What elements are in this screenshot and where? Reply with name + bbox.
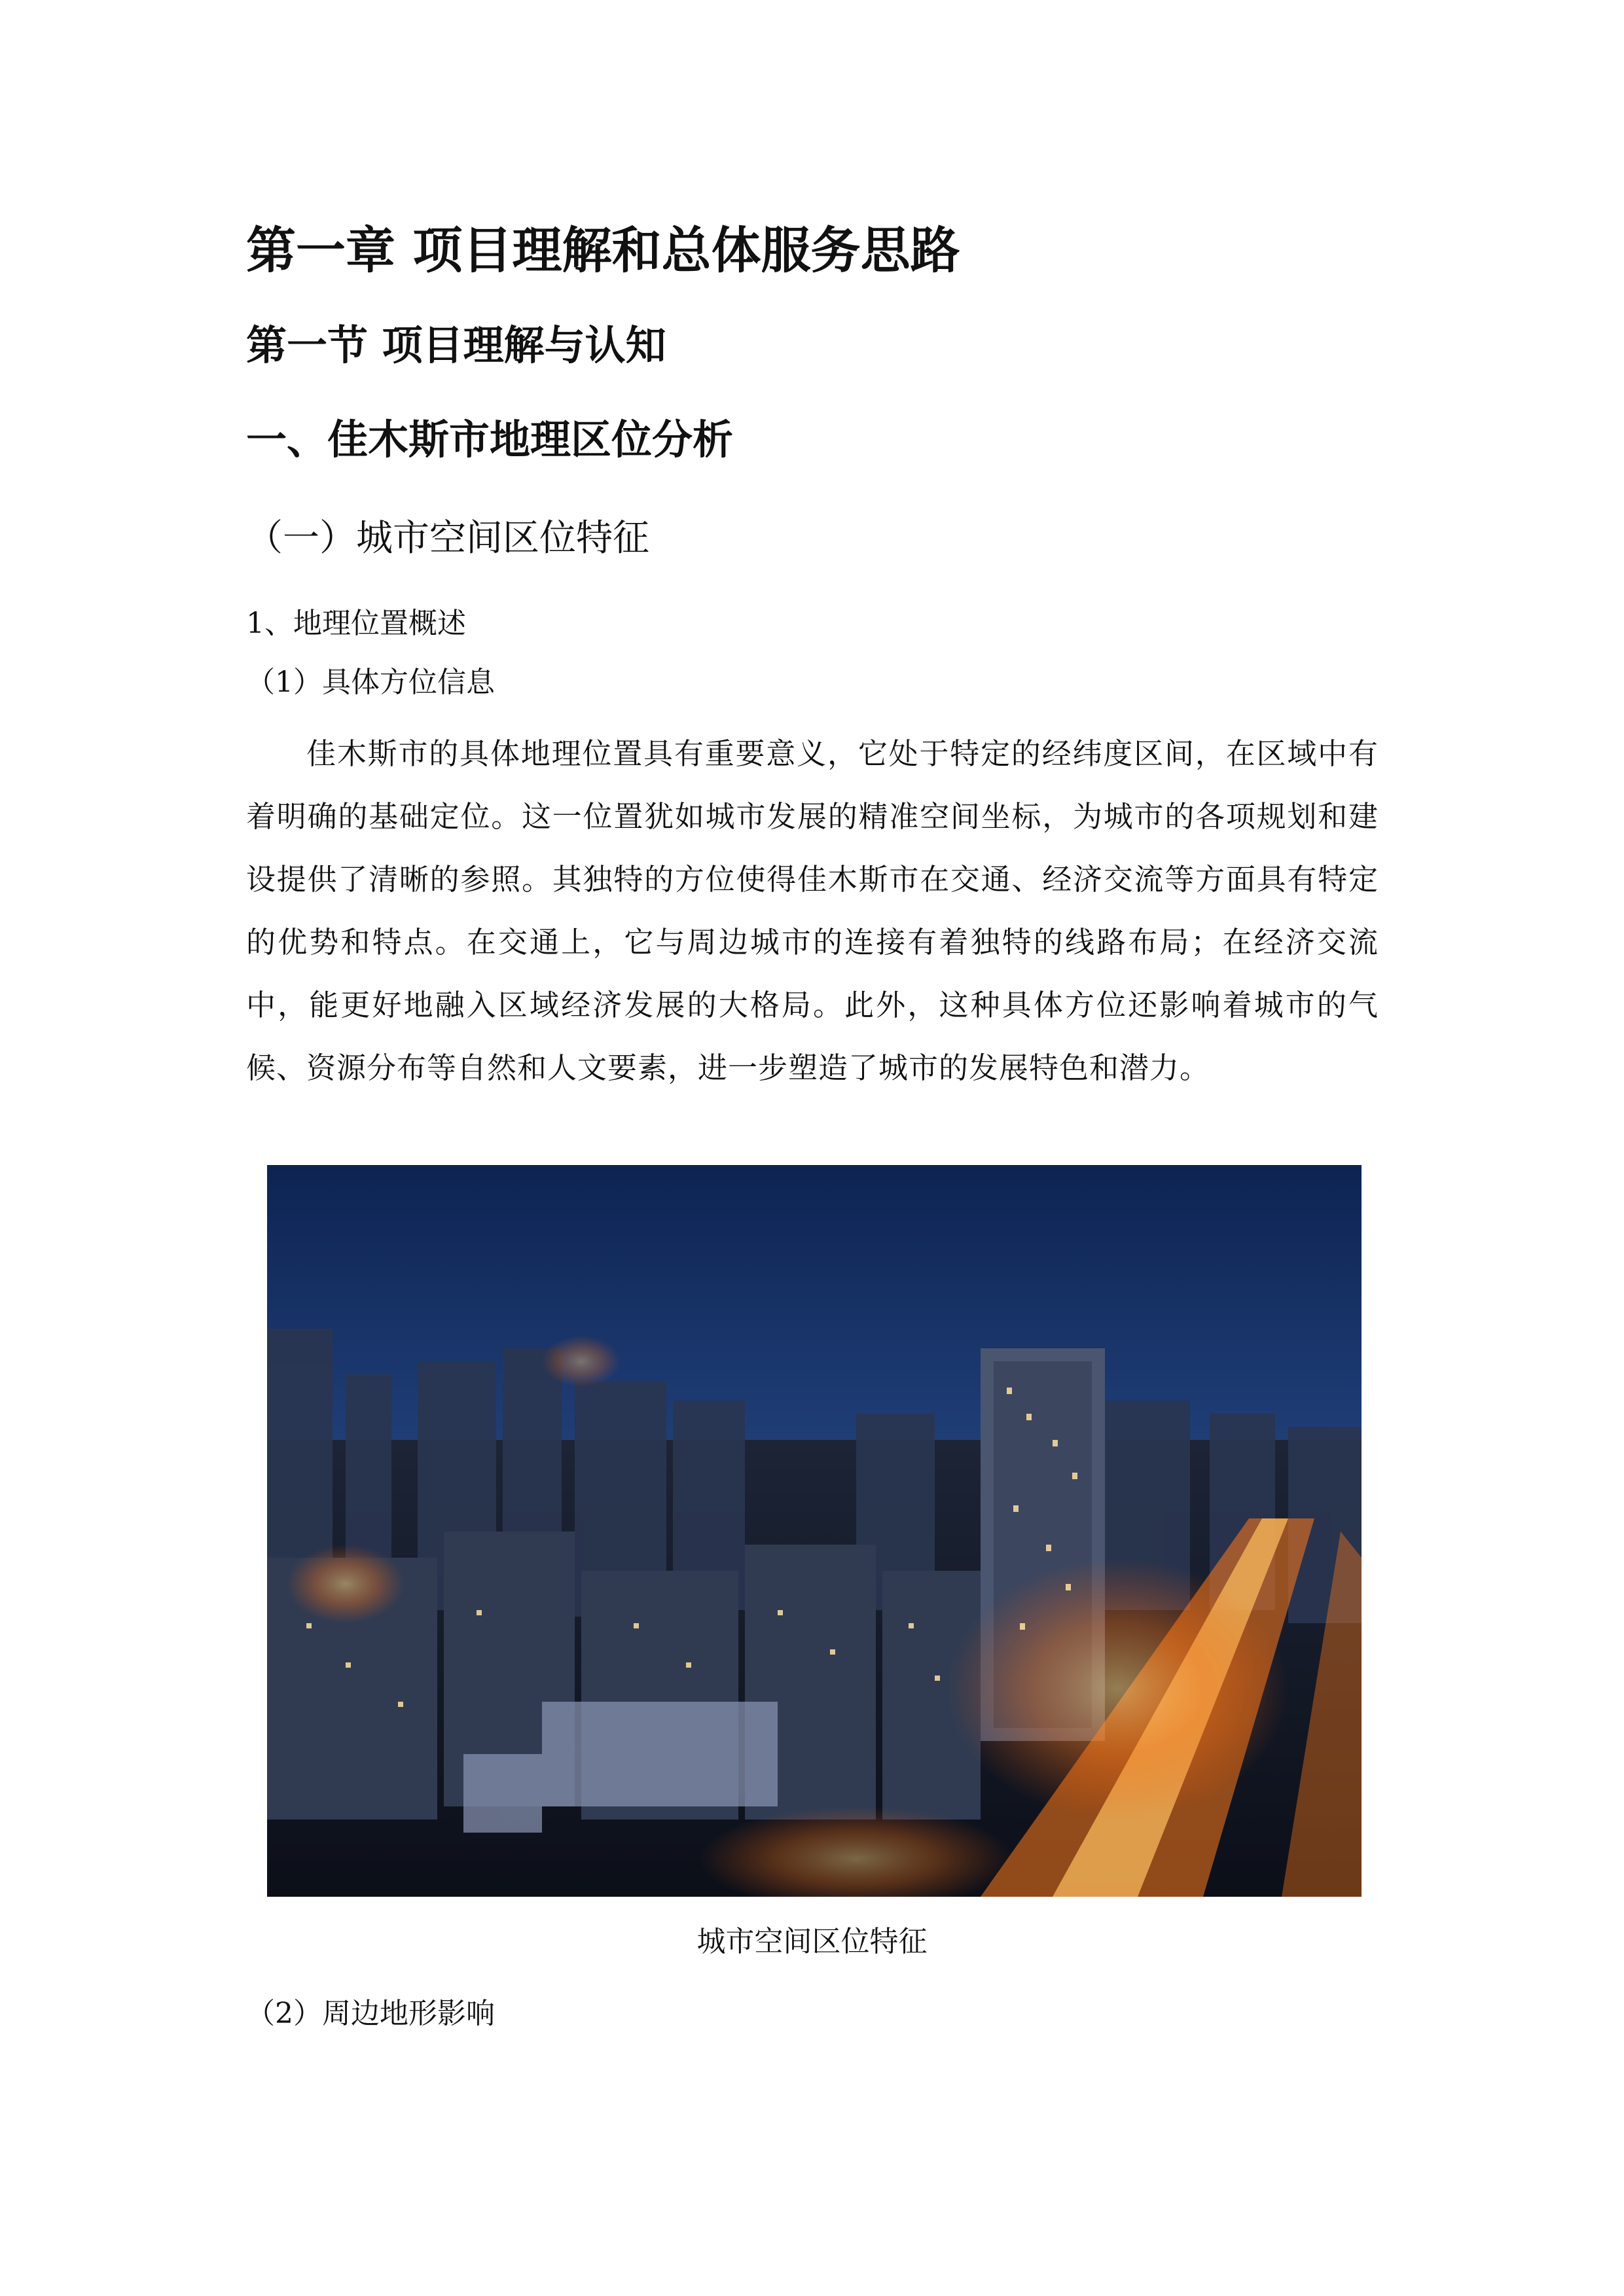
chapter-title: 第一章 项目理解和总体服务思路: [246, 221, 960, 279]
item-specific-location: （1）具体方位信息: [246, 666, 495, 699]
item-geographic-overview: 1、地理位置概述: [246, 607, 466, 640]
section-title: 第一节 项目理解与认知: [246, 321, 666, 369]
figure-caption: 城市空间区位特征: [696, 1925, 928, 1958]
body-paragraph: 佳木斯市的具体地理位置具有重要意义，它处于特定的经纬度区间，在区域中有着明确的基础定位。这一位置犹如城市发展的精准空间坐标，为城市的各项规划和建设提供了清晰的参照。其独特的方位使得佳木斯市在交通、经济交流等方面具有特定的优势和特点。在交通上，它与周边城市的连接有着独特的线路布局；在经济交流中，能更好地融入区域经济发展的大格局。此外，这种具体方位还影响着城市的气候、资源分布等自然和人文要素，进一步塑造了城市的发展特色和潜力。: [246, 736, 1379, 1085]
item-terrain-influence: （2）周边地形影响: [246, 1997, 495, 2030]
subheading-city-spatial: （一）城市空间区位特征: [246, 517, 649, 560]
subsection-title: 一、佳木斯市地理区位分析: [246, 416, 734, 463]
city-night-photo: [267, 1165, 1362, 1897]
